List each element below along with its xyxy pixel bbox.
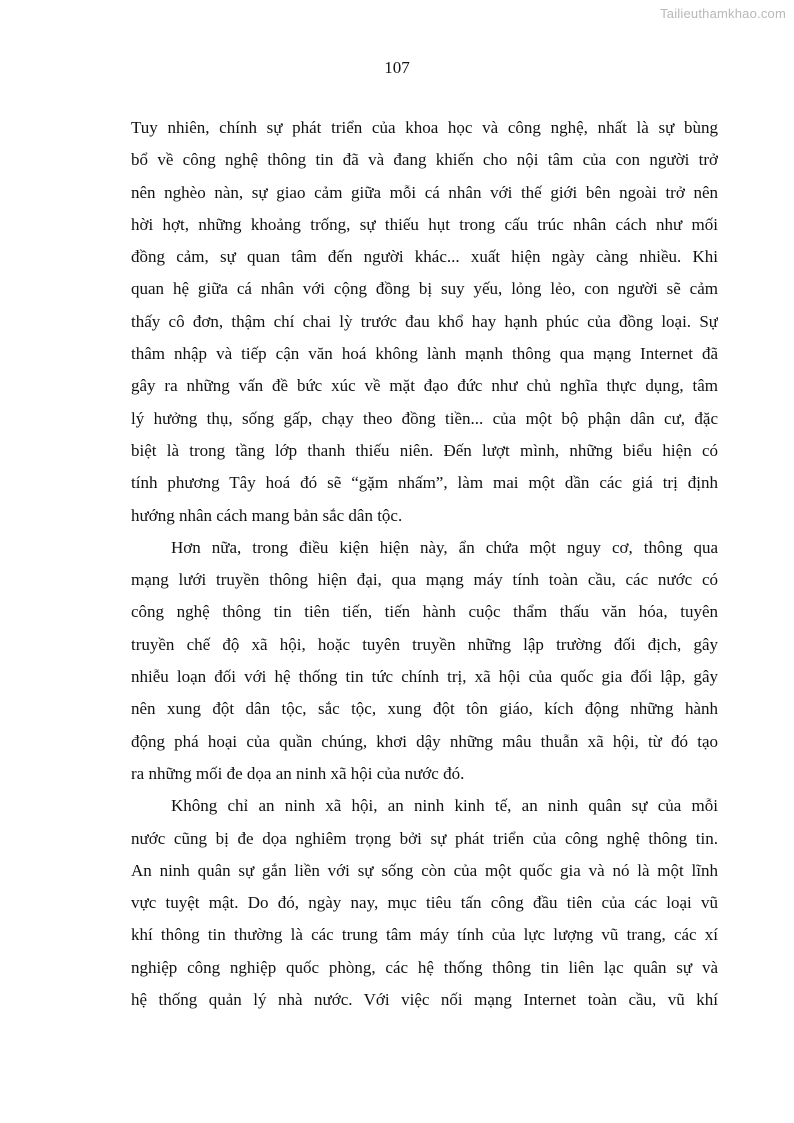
text-line: bổ về công nghệ thông tin đã và đang khiến cho nội tâm của con người trở [131, 150, 718, 170]
text-line: hướng nhân cách mang bản sắc dân tộc. [131, 505, 403, 525]
text-line: mạng lưới truyền thông hiện đại, qua mạng máy tính toàn cầu, các nước có [131, 570, 718, 590]
text-line: nên xung đột dân tộc, sắc tộc, xung đột tôn giáo, kích động những hành [131, 699, 718, 719]
paragraph [131, 112, 718, 532]
text-line: hời hợt, những khoảng trống, sự thiếu hụt trong cấu trúc nhân cách như mối [131, 214, 718, 234]
text-line: tính phương Tây hoá đó sẽ “gặm nhấm”, làm mai một dần các giá trị định [131, 473, 718, 493]
text-line: thâm nhập và tiếp cận văn hoá không lành mạnh thông qua mạng Internet đã [131, 344, 718, 364]
text-line: nên nghèo nàn, sự giao cảm giữa mỗi cá nhân với thế giới bên ngoài trở nên [131, 182, 718, 202]
text-line: thấy cô đơn, thậm chí chai lỳ trước đau khổ hay hạnh phúc của đồng loại. Sự [131, 311, 718, 331]
text-line: công nghệ thông tin tiên tiến, tiến hành cuộc thẩm thấu văn hóa, tuyên [131, 602, 718, 622]
paragraph [131, 790, 718, 1016]
text-line: hệ thống quản lý nhà nước. Với việc nối mạng Internet toàn cầu, vũ khí [131, 990, 718, 1010]
text-line: biệt là trong tầng lớp thanh thiếu niên. Đến lượt mình, những biểu hiện có [131, 440, 718, 460]
text-line: truyền chế độ xã hội, hoặc tuyên truyền những lập trường đối địch, gây [131, 634, 718, 654]
text-line: Hơn nữa, trong điều kiện hiện này, ẩn chứa một nguy cơ, thông qua [171, 537, 718, 557]
text-line: Tuy nhiên, chính sự phát triển của khoa học và công nghệ, nhất là sự bùng [131, 118, 718, 137]
page-number: 107 [384, 58, 410, 77]
text-line: nước cũng bị đe dọa nghiêm trọng bởi sự phát triển của công nghệ thông tin. [131, 828, 718, 848]
text-line: lý hưởng thụ, sống gấp, chạy theo đồng tiền... của một bộ phận dân cư, đặc [131, 408, 718, 428]
text-line: quan hệ giữa cá nhân với cộng đồng bị suy yếu, lỏng lẻo, con người sẽ cảm [131, 279, 718, 299]
watermark-text: Tailieuthamkhao.com [660, 6, 786, 21]
text-line: khí thông tin thường là các trung tâm máy tính của lực lượng vũ trang, các xí [131, 925, 718, 945]
text-line: vực tuyệt mật. Do đó, ngày nay, mục tiêu tấn công đầu tiên của các loại vũ [131, 893, 718, 913]
text-line: động phá hoại của quần chúng, khơi dậy những mâu thuẫn xã hội, từ đó tạo [131, 731, 718, 751]
text-line: ra những mối đe dọa an ninh xã hội của nước đó. [131, 763, 465, 783]
text-line: đồng cảm, sự quan tâm đến người khác... xuất hiện ngày càng nhiều. Khi [131, 247, 718, 267]
text-line: nhiễu loạn đối với hệ thống tin tức chính trị, xã hội của quốc gia đối lập, gây [131, 667, 718, 687]
body-text [131, 112, 718, 1016]
text-line: An ninh quân sự gắn liền với sự sống còn của một quốc gia và nó là một lĩnh [131, 860, 718, 880]
text-line: gây ra những vấn đề bức xúc về mặt đạo đức như chủ nghĩa thực dụng, tâm [131, 376, 718, 396]
paragraph [131, 532, 718, 790]
text-line: nghiệp công nghiệp quốc phòng, các hệ thống thông tin liên lạc quân sự và [131, 957, 718, 977]
text-line: Không chỉ an ninh xã hội, an ninh kinh tế, an ninh quân sự của mỗi [171, 796, 718, 816]
